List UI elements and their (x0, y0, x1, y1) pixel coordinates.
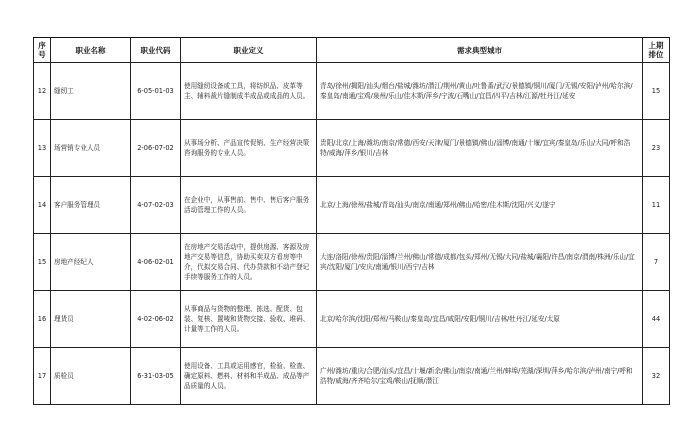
cell-code: 4-07-02-03 (131, 177, 181, 234)
table-row (34, 177, 670, 234)
cell-seq: 17 (34, 348, 51, 405)
cell-name: 缝纫工 (51, 63, 131, 120)
header-cities: 需求典型城市 (317, 38, 643, 63)
cell-definition: 使用设备、工具或运用感官，检验、检查、确定原料、燃料、材料和半成品、成品等产品质量的人员。 (181, 348, 317, 405)
occupation-table (33, 37, 670, 405)
cell-definition: 使用缝纫设备或工具，将纺织品、皮革等主、辅料裁片缝制成半成品或成品的人员。 (181, 63, 317, 120)
header-seq: 序号 (34, 38, 51, 63)
cell-cities: 大连/洛阳/徐州/贵阳/淄博/兰州/佛山/常德/成都/包头/郑州/无锡/大同/盐城/襄阳/许昌/南京/渭南/株洲/乐山/宜宾/沈阳/厦门/安庆/南通/银川/西宁/吉林 (317, 234, 643, 291)
cell-cities: 贵阳/北京/上海/潍坊/南京/常德/西安/天津/厦门/景德镇/佛山/淄博/南通/十堰/宜宾/秦皇岛/乐山/大同/呼和浩特/威海/萍乡/银川/吉林 (317, 120, 643, 177)
table-row (34, 348, 670, 405)
header-name: 职业名称 (51, 38, 131, 63)
table-row (34, 234, 670, 291)
cell-definition: 在企业中，从事售前、售中、售后客户服务活动管理工作的人员。 (181, 177, 317, 234)
table-header-row (34, 38, 670, 63)
cell-code: 4-02-06-02 (131, 291, 181, 348)
cell-seq: 15 (34, 234, 51, 291)
cell-definition: 从事场分析、产品宣传促销、生产经营决策咨询服务的专业人员。 (181, 120, 317, 177)
cell-code: 6-05-01-03 (131, 63, 181, 120)
cell-name: 房地产经纪人 (51, 234, 131, 291)
table-row (34, 120, 670, 177)
cell-prev-rank: 7 (643, 234, 670, 291)
cell-seq: 14 (34, 177, 51, 234)
header-code: 职业代码 (131, 38, 181, 63)
cell-code: 6-31-03-05 (131, 348, 181, 405)
cell-definition: 在房地产交易活动中，提供房源、客源及房地产交易等信息，协助买卖双方看房等中介，代拟交易合同、代办贷款和不动产登记手续等服务工作的人员。 (181, 234, 317, 291)
cell-name: 客户服务管理员 (51, 177, 131, 234)
cell-seq: 16 (34, 291, 51, 348)
header-definition: 职业定义 (181, 38, 317, 63)
cell-prev-rank: 11 (643, 177, 670, 234)
cell-name: 理货员 (51, 291, 131, 348)
cell-prev-rank: 15 (643, 63, 670, 120)
cell-cities: 广州/潍坊/重庆/合肥/汕头/宜昌/十堰/新余/佛山/南京/南通/兰州/蚌埠/芜湖/深圳/萍乡/哈尔滨/泸州/南宁/呼和浩特/威海/齐齐哈尔/宝鸡/鞍山/抚顺/潜江 (317, 348, 643, 405)
cell-prev-rank: 32 (643, 348, 670, 405)
cell-name: 质检员 (51, 348, 131, 405)
cell-seq: 12 (34, 63, 51, 120)
cell-code: 2-06-07-02 (131, 120, 181, 177)
cell-prev-rank: 23 (643, 120, 670, 177)
cell-name: 场营销专业人员 (51, 120, 131, 177)
cell-definition: 从事商品与货物的整理、拣选、配货、包装、复核、置唛和货物交接、验收、堆码、计量等工作的人员。 (181, 291, 317, 348)
cell-prev-rank: 44 (643, 291, 670, 348)
table-row (34, 291, 670, 348)
cell-seq: 13 (34, 120, 51, 177)
cell-cities: 北京/上海/徐州/盐城/青岛/汕头/南京/南通/郑州/佛山/哈密/佳木斯/沈阳/兴义/遂宁 (317, 177, 643, 234)
header-prev-rank: 上期排位 (643, 38, 670, 63)
cell-cities: 北京/哈尔滨/沈阳/郑州/马鞍山/秦皇岛/宜昌/咸阳/安阳/铜川/吉林/牡丹江/延安/太原 (317, 291, 643, 348)
table-row (34, 63, 670, 120)
cell-cities: 青岛/徐州/揭阳/汕头/烟台/盐城/潍坊/潜江/荆州/黄山/吐鲁番/武汉/景德镇/铜川/厦门/无锡/安阳/泸州/哈尔滨/秦皇岛/南通/宝鸡/泉州/乐山/佳木斯/萍乡/宁波/石嘴山/宜昌/四平/吉林/江源/牡丹江/延安 (317, 63, 643, 120)
cell-code: 4-06-02-01 (131, 234, 181, 291)
